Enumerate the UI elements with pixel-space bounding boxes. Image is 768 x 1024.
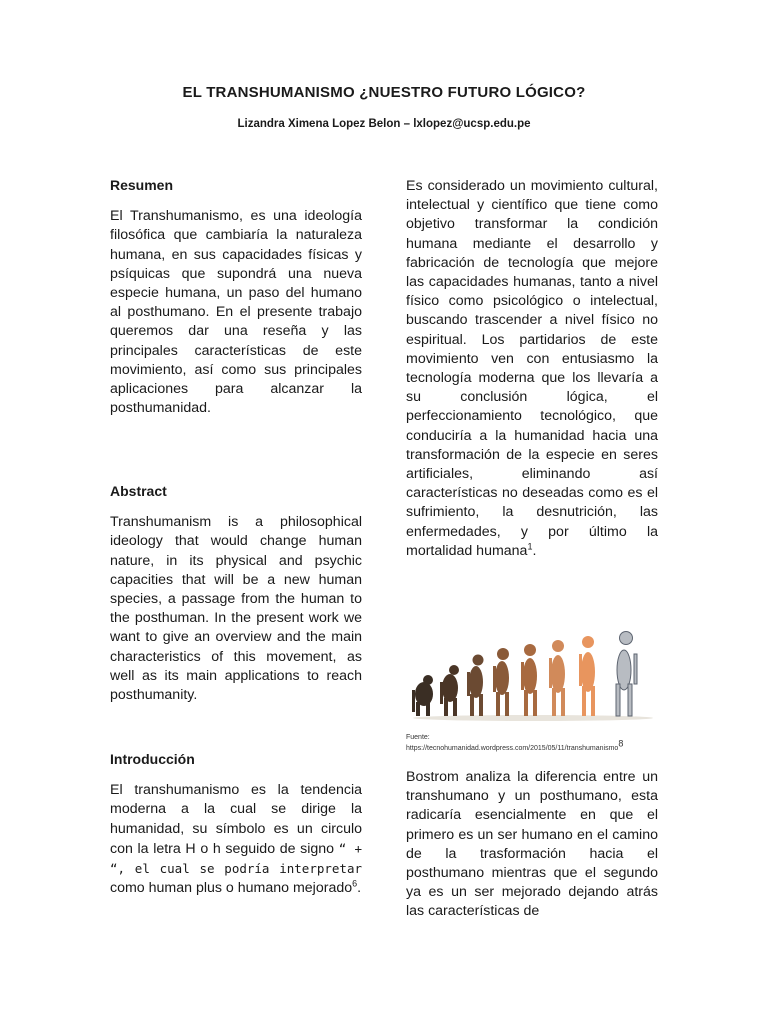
intro-text-end: . <box>357 880 362 897</box>
evolution-figure <box>406 624 660 724</box>
intro-text-a: El transhumanismo es la tendencia moderna a la cual se dirige la humanidad, su símbolo es un circulo con la letra H o h seguido de signo <box>110 782 362 857</box>
resumen-heading: Resumen <box>110 177 174 193</box>
intro-symbol-text: “ + “, el cual se podría interpretar <box>110 840 362 877</box>
right-para-2: Bostrom analiza la diferencia entre un transhumano y un posthumano, esta radicaría esencialmente en que el primero es un ser humano en el camino de la trasformación hacia el posthumano mientras que el segundo ya es un ser mejorado dejando atrás las características de <box>406 769 658 920</box>
author-line: Lizandra Ximena Lopez Belon – lxlopez@ucsp.edu.pe <box>237 118 531 130</box>
right-para-1-footnote-ref: 1 <box>527 541 533 552</box>
caption-url: https://tecnohumanidad.wordpress.com/2015/05/11/transhumanismo <box>406 745 619 752</box>
right-para-1-end: . <box>532 542 537 559</box>
figure-hominid-5 <box>521 644 537 716</box>
abstract-text: Transhumanism is a philosophical ideology that would change human nature, in its physical and psychic capacities that will be a new human species, a passage from the human to the posthuman. In the present work we want to give an overview and the main characteristics of this movement, as well as its main applications to reach posthumanity. <box>110 514 362 704</box>
figure-human-7 <box>579 636 595 716</box>
right-column <box>406 177 658 561</box>
paper-title: EL TRANSHUMANISMO ¿NUESTRO FUTURO LÓGICO? <box>182 84 586 101</box>
resumen-section <box>110 176 362 418</box>
figure-hominid-4 <box>493 648 509 716</box>
right-para-1-text: Es considerado un movimiento cultural, intelectual y científico que tiene como objetivo transformar la condición humana mediante el desarrollo y fabricación de tecnología que mejore las capacidades humanas, tanto a nivel físico como psicológico o intelectual, buscando trascender a nivel físico no espiritual. Los partidarios de este movimiento ven con entusiasmo la tecnología moderna que los llevaría a su conclusión lógica, el perfeccionamiento tecnológico, que conduciría a la humanidad hacia una transformación de la especie en seres artificiales, eliminando así características no deseadas como es el sufrimiento, la desnutrición, las enfermedades, y por último la mortalidad humana <box>406 178 658 559</box>
intro-text-b: como human plus o humano mejorado <box>110 880 353 897</box>
intro-footnote-ref: 6 <box>352 878 358 889</box>
right-column-lower <box>406 768 658 922</box>
caption-label: Fuente: <box>406 734 430 741</box>
intro-text <box>110 781 362 898</box>
abstract-heading: Abstract <box>110 483 167 499</box>
figure-ape-2 <box>440 665 459 716</box>
figure-caption <box>406 732 706 754</box>
figure-ape-1 <box>412 675 433 716</box>
resumen-text: El Transhumanismo, es una ideología filosófica que cambiaría la naturaleza humana, en sus capacidades físicas y psíquicas que supondrá una nueva especie humana, un paso del humano al posthumano. En el presente trabajo queremos dar una reseña y las principales características de este movimiento, así como sus principales aplicaciones para alcanzar la posthumanidad. <box>110 208 362 417</box>
intro-section <box>110 750 362 898</box>
figure-cyborg-8 <box>616 632 637 717</box>
right-para-1 <box>406 177 658 561</box>
evolution-illustration <box>406 624 660 724</box>
abstract-section <box>110 482 362 705</box>
intro-heading: Introducción <box>110 751 195 767</box>
figure-human-6 <box>549 640 565 716</box>
caption-footnote-ref: 8 <box>618 738 624 749</box>
figure-hominid-3 <box>467 655 484 717</box>
